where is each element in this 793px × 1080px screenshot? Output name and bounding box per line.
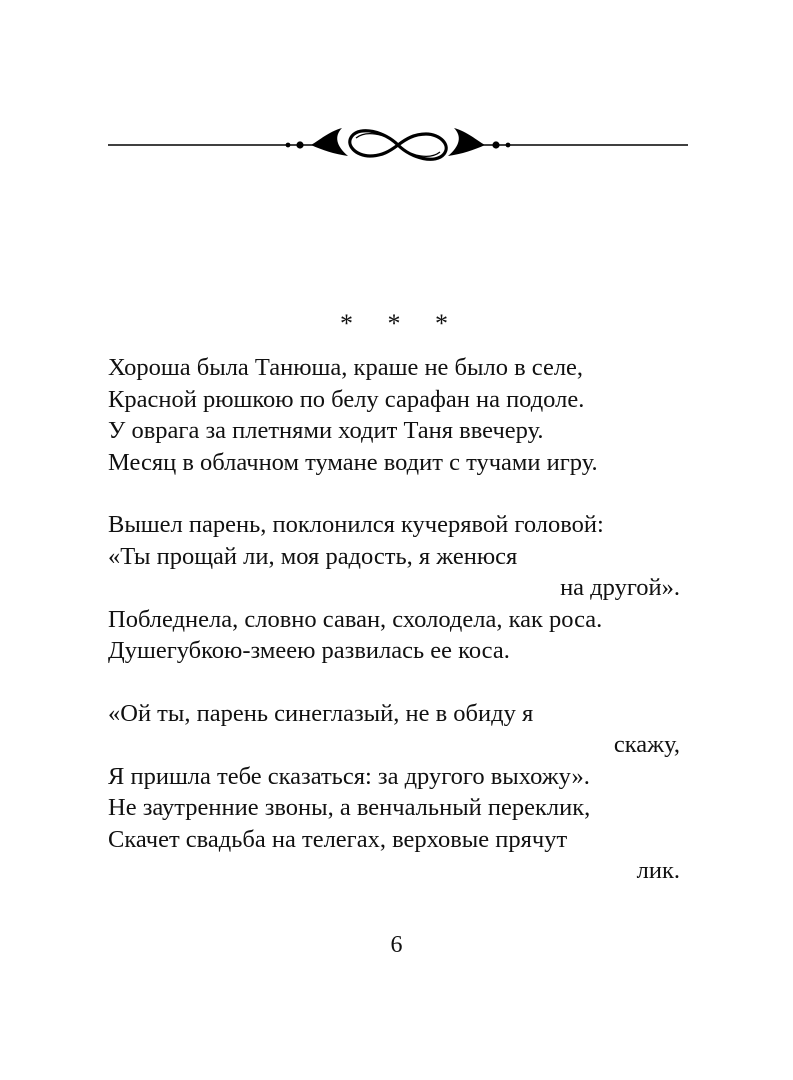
divider-dot (506, 143, 511, 148)
divider-dot (492, 141, 499, 148)
poem-line: Хороша была Танюша, краше не было в селе, (108, 354, 584, 381)
poem (108, 308, 680, 887)
poem-line: Вышел парень, поклонился кучерявой головой: (108, 511, 604, 538)
stanza-separator: * * * (340, 309, 462, 338)
page-number: 6 (390, 932, 403, 958)
poem-line: «Ты прощай ли, моя радость, я женюся (108, 542, 518, 570)
poem-line-continuation: на другой». (560, 574, 680, 601)
poem-line: Скачет свадьба на телегах, верховые прячут (108, 825, 568, 853)
poem-line: Не заутренние звоны, а венчальный переклик, (108, 794, 591, 821)
divider-loop-inner (356, 134, 394, 142)
divider-leaf-right (448, 128, 485, 156)
divider-loop-inner (402, 148, 440, 156)
stanza-1 (108, 352, 680, 478)
poem-line: У оврага за плетнями ходит Таня ввечеру. (108, 417, 544, 444)
stanza-3 (108, 698, 680, 887)
divider-dot (296, 141, 303, 148)
divider-loop (350, 131, 446, 159)
divider-dot (286, 143, 291, 148)
poem-line: Месяц в облачном тумане водит с тучами игру. (108, 448, 598, 476)
poem-line: Душегубкою-змеею развилась ее коса. (108, 637, 510, 664)
stanza-2 (108, 509, 680, 667)
divider-leaf-left (311, 128, 348, 156)
flourish-divider-icon (108, 118, 688, 172)
poem-line: Я пришла тебе сказаться: за другого выхожу». (108, 762, 590, 790)
poem-line: Красной рюшкою по белу сарафан на подоле. (108, 385, 585, 413)
poem-line: «Ой ты, парень синеглазый, не в обиду я (108, 699, 534, 727)
poem-line-continuation: скажу, (613, 731, 680, 758)
poem-line-continuation: лик. (636, 857, 680, 884)
poem-line: Побледнела, словно саван, схолодела, как роса. (108, 605, 603, 633)
